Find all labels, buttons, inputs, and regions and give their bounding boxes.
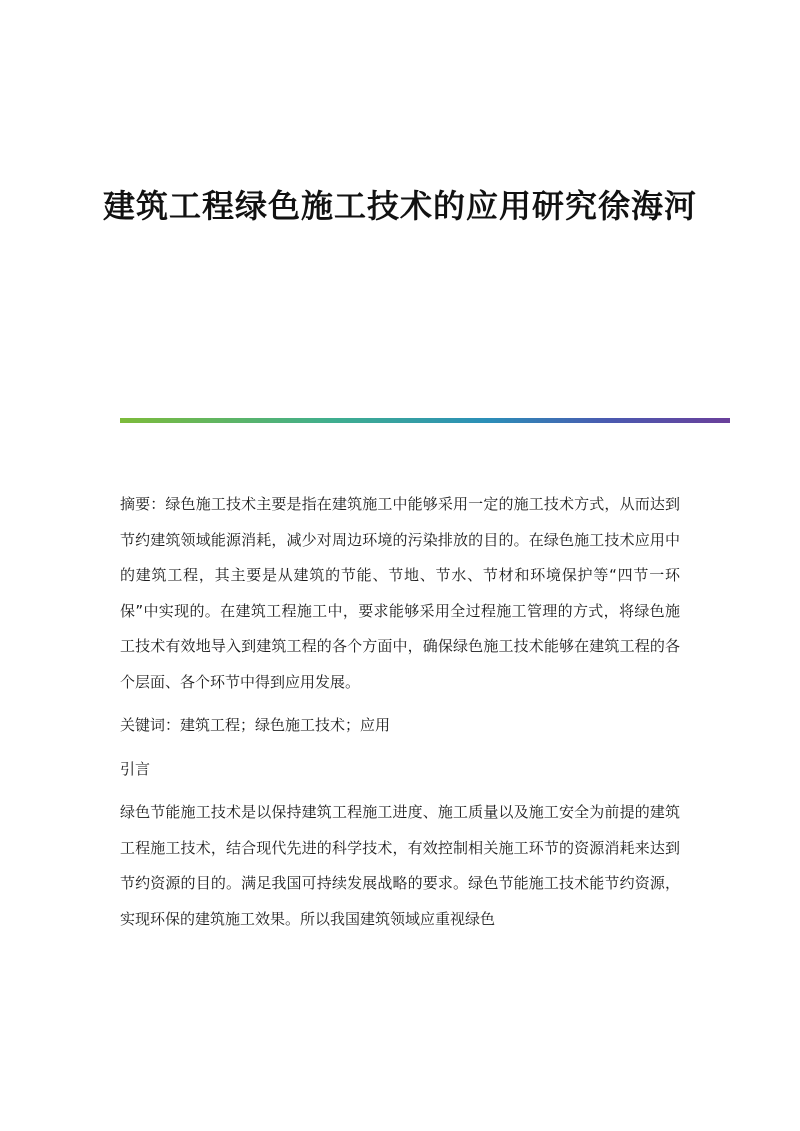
title-divider [120, 418, 730, 423]
section-heading: 引言 [120, 759, 151, 778]
intro-paragraph: 绿色节能施工技术是以保持建筑工程施工进度、施工质量以及施工安全为前提的建筑工程施工技术，结合现代先进的科学技术，有效控制相关施工环节的资源消耗来达到节约资源的目的。满足我国可持续发展战略的要求。绿色节能施工技术能节约资源，实现环保的建筑施工效果。所以我国建筑领域应重视绿色 [120, 803, 680, 928]
document-body [120, 487, 680, 937]
abstract-paragraph: 摘要：绿色施工技术主要是指在建筑施工中能够采用一定的施工技术方式，从而达到节约建筑领域能源消耗，减少对周边环境的污染排放的目的。在绿色施工技术应用中的建筑工程，其主要是从建筑的节能、节地、节水、节材和环境保护等“四节一环保”中实现的。在建筑工程施工中，要求能够采用全过程施工管理的方式，将绿色施工技术有效地导入到建筑工程的各个方面中，确保绿色施工技术能够在建筑工程的各个层面、各个环节中得到应用发展。 [120, 495, 680, 691]
keywords-line: 关键词：建筑工程；绿色施工技术；应用 [120, 716, 391, 734]
document-title: 建筑工程绿色施工技术的应用研究徐海河 [102, 187, 697, 225]
